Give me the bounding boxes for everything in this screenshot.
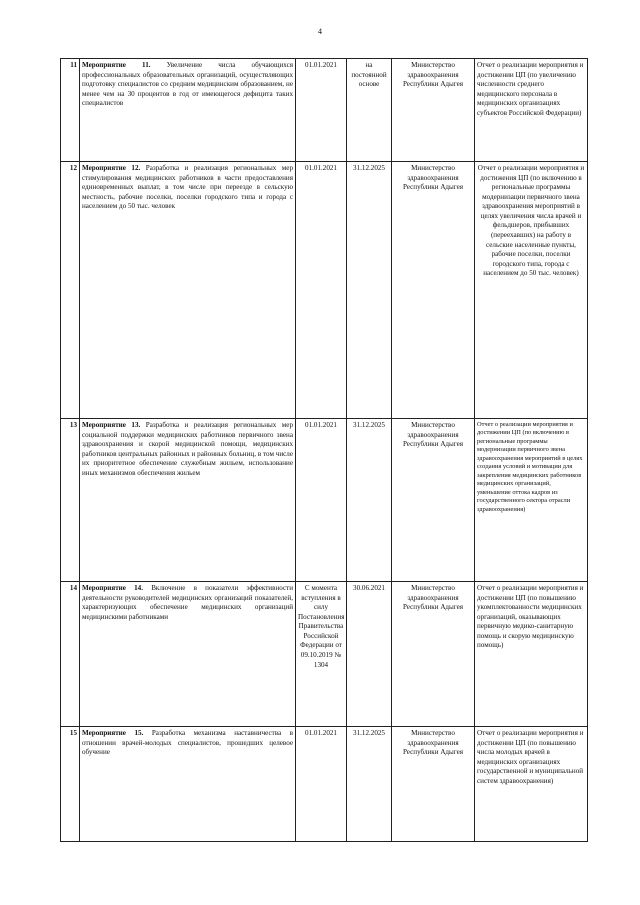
measure-title: Мероприятие 14. — [82, 584, 143, 592]
row-number: 15 — [61, 727, 80, 842]
row-number: 12 — [61, 162, 80, 419]
expected-result: Отчет о реализации мероприятия и достижении ЦП (по увеличению численности среднего медицинского персонала в медицинских организациях субъектов Российской Федерации) — [475, 59, 588, 162]
end-date: 31.12.2025 — [347, 419, 392, 582]
measure-description — [80, 419, 296, 582]
start-date: 01.01.2021 — [296, 419, 347, 582]
measure-text: Разработка и реализация региональных мер социальной поддержки медицинских работников первичного звена здравоохранения и скорой медицинской помощи, медицинских работников центральных районных и районных больниц, в том числе их приоритетное обеспечение служебным жильем, использование иных механизмов обеспечения жильем — [82, 421, 293, 477]
table-row — [61, 727, 588, 842]
start-date: 01.01.2021 — [296, 727, 347, 842]
expected-result: Отчет о реализации мероприятия и достижении ЦП (по повышению укомплектованности медицинских организаций, оказывающих первичную медико-санитарную помощь и скорую медицинскую помощь) — [475, 582, 588, 727]
measure-title: Мероприятие 11. — [82, 61, 151, 69]
end-date: на постоянной основе — [347, 59, 392, 162]
measure-title: Мероприятие 12. — [82, 164, 141, 172]
expected-result: Отчет о реализации мероприятия и достижении ЦП (по повышению числа молодых врачей в медицинских организациях государственной и муниципальной систем здравоохранения) — [475, 727, 588, 842]
start-date: 01.01.2021 — [296, 162, 347, 419]
end-date: 30.06.2021 — [347, 582, 392, 727]
start-date: С момента вступления в силу Постановления Правительства Российской Федерации от 09.10.2019 № 1304 — [296, 582, 347, 727]
expected-result: Отчет о реализации мероприятия и достижении ЦП (по включению в региональные программы модернизации первичного звена здравоохранения мероприятий в целях создания условий и мотивации для закрепления медицинских работников медицинских организаций, уменьшение оттока кадров из государственного сектора отрасли здравоохранения) — [475, 419, 588, 582]
responsible-executor: Министерство здравоохранения Республики Адыгея — [392, 582, 475, 727]
measure-text: Разработка механизма наставничества в отношении врачей-молодых специалистов, прошедших целевое обучение — [82, 729, 293, 757]
row-number: 14 — [61, 582, 80, 727]
table-row — [61, 59, 588, 162]
end-date: 31.12.2025 — [347, 727, 392, 842]
measure-text: Разработка и реализация региональных мер стимулирования медицинских работников в части предоставления единовременных выплат, в том числе при переезде в сельскую местность, рабочие поселки, поселки городского типа и города с населением до 50 тыс. человек — [82, 164, 293, 211]
measure-text: Включение в показатели эффективности деятельности руководителей медицинских организаций показателей, характеризующих обеспечение медицинских организаций медицинскими работниками — [82, 584, 294, 621]
responsible-executor: Министерство здравоохранения Республики Адыгея — [392, 59, 475, 162]
measure-description — [80, 727, 296, 842]
page-number: 4 — [318, 27, 322, 36]
responsible-executor: Министерство здравоохранения Республики Адыгея — [392, 162, 475, 419]
responsible-executor: Министерство здравоохранения Республики Адыгея — [392, 419, 475, 582]
row-number: 13 — [61, 419, 80, 582]
responsible-executor: Министерство здравоохранения Республики Адыгея — [392, 727, 475, 842]
start-date: 01.01.2021 — [296, 59, 347, 162]
expected-result: Отчет о реализации мероприятия и достижения ЦП (по включению в региональные программы модернизации первичного звена здравоохранения мероприятий в целях увеличения числа врачей и фельдшеров, прибывших (переехавших) на работу в сельские населенные пункты, рабочие поселки, поселки городского типа, города с населением до 50 тыс. человек) — [475, 162, 588, 419]
measure-description — [80, 162, 296, 419]
measure-title: Мероприятие 13. — [82, 421, 141, 429]
table-row — [61, 419, 588, 582]
end-date: 31.12.2025 — [347, 162, 392, 419]
measures-table — [60, 58, 588, 842]
measure-title: Мероприятие 15. — [82, 729, 144, 737]
measure-description — [80, 582, 296, 727]
measure-text: Увеличение числа обучающихся профессиональных образовательных организаций, осуществляющих подготовку специалистов со средним медицинским образованием, не менее чем на 30 процентов в год от имеющегося дефицита таких специалистов — [82, 61, 293, 108]
row-number: 11 — [61, 59, 80, 162]
table-row — [61, 582, 588, 727]
table-row — [61, 162, 588, 419]
measure-description — [80, 59, 296, 162]
